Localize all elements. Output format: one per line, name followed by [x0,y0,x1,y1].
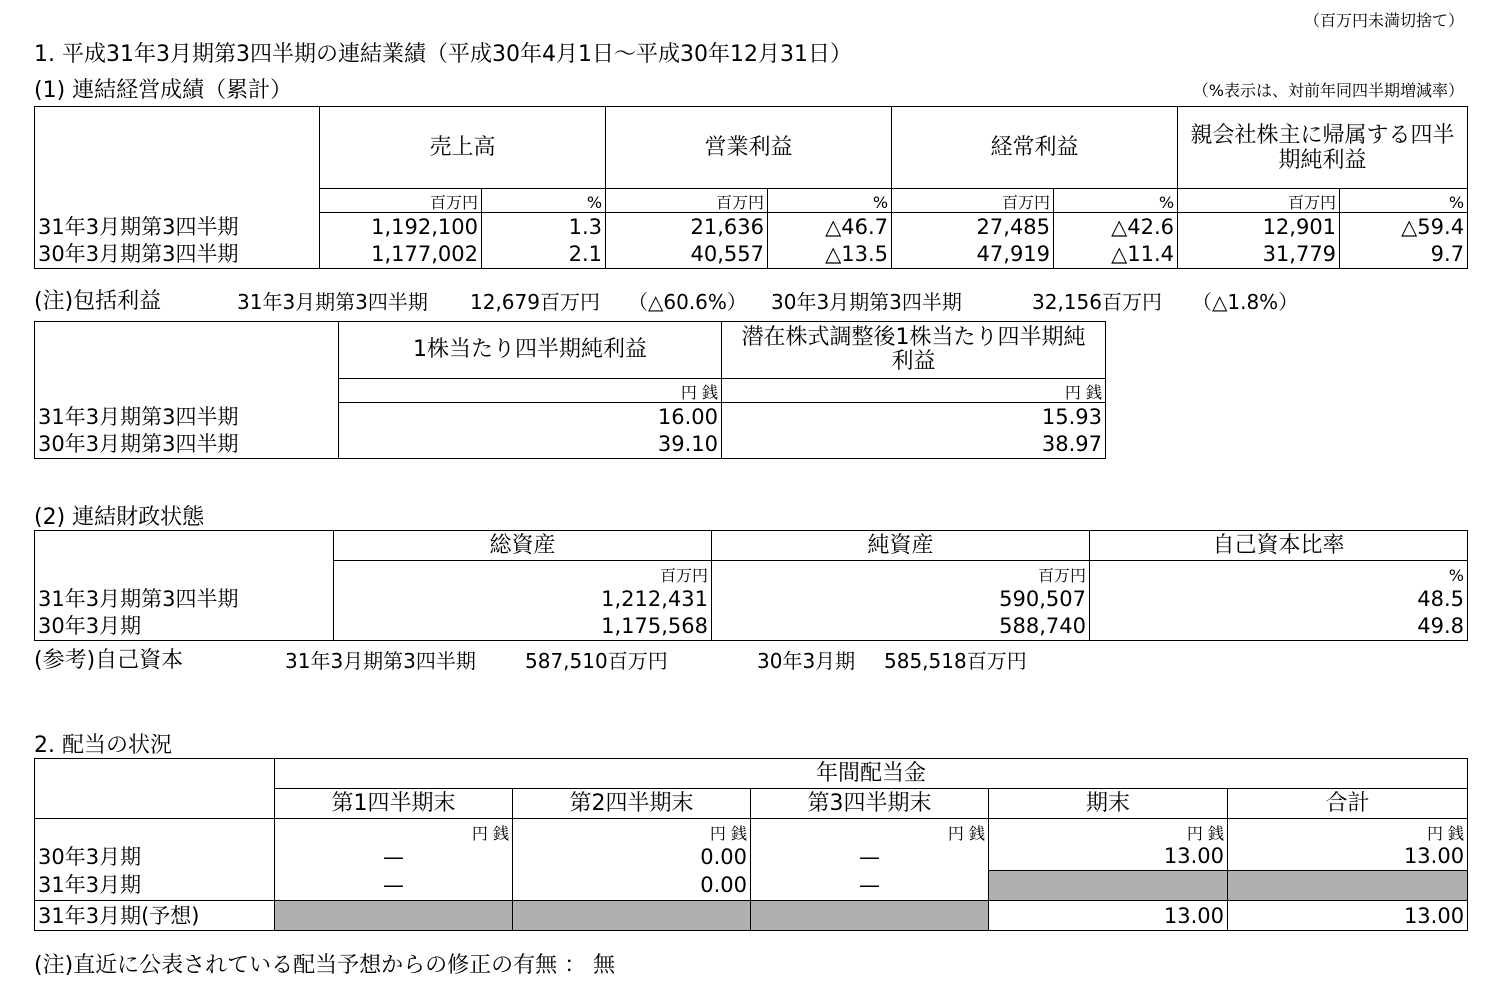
header-eps: 1株当たり四半期純利益 [339,322,722,379]
shaded-cell [513,901,751,931]
header-total: 合計 [1228,789,1468,819]
comprehensive-income-value1: 12,679百万円 [470,290,600,314]
value-cell: △13.5 [768,241,892,269]
header-net-income: 親会社株主に帰属する四半期純利益 [1178,107,1468,189]
unit-blank [35,561,334,585]
header-year-end: 期末 [989,789,1228,819]
value-cell: 39.10 [339,431,722,459]
rounding-note: （百万円未満切捨て） [1303,11,1464,30]
header-ordinary-income: 経常利益 [892,107,1178,189]
table-row [35,241,1468,269]
equity-reference-period1: 31年3月期第3四半期 [285,649,476,673]
percent-note: （%表示は、対前年同四半期増減率） [1192,81,1464,100]
unit-cell: % [1090,561,1468,585]
unit-cell: 円 銭 [751,819,989,843]
value-cell: 13.00 [989,843,1228,871]
comprehensive-income-label: (注)包括利益 [34,289,162,314]
value-cell: 588,740 [712,613,1090,641]
comprehensive-income-rate1: （△60.6%） [628,290,747,314]
equity-reference-value1: 587,510百万円 [525,649,668,673]
unit-cell: 円 銭 [1228,819,1468,843]
value-cell: — [275,871,513,901]
shaded-cell [989,871,1228,901]
header-q3-end: 第3四半期末 [751,789,989,819]
value-cell: 21,636 [606,213,768,241]
row-label: 30年3月期 [35,613,334,641]
row-label: 30年3月期第3四半期 [35,431,339,459]
header-blank [35,759,275,789]
header-operating-income: 営業利益 [606,107,892,189]
table-row [35,901,1468,931]
shaded-cell [751,901,989,931]
value-cell: 13.00 [989,901,1228,931]
value-cell: 27,485 [892,213,1054,241]
value-cell: 16.00 [339,403,722,431]
value-cell: 0.00 [513,843,751,871]
value-cell: 38.97 [722,431,1106,459]
comprehensive-income-value2: 32,156百万円 [1032,290,1162,314]
unit-cell: % [482,189,606,213]
operating-results-table [34,106,1468,269]
value-cell: △42.6 [1054,213,1178,241]
header-q2-end: 第2四半期末 [513,789,751,819]
value-cell: — [751,843,989,871]
equity-reference-label: (参考)自己資本 [34,648,184,673]
value-cell: 40,557 [606,241,768,269]
unit-cell: 百万円 [712,561,1090,585]
value-cell: — [275,843,513,871]
value-cell: 48.5 [1090,585,1468,613]
unit-cell: 円 銭 [722,379,1106,403]
value-cell: 1,192,100 [320,213,482,241]
value-cell: 31,779 [1178,241,1340,269]
section1-title: 1. 平成31年3月期第3四半期の連結業績（平成30年4月1日～平成30年12月31日） [34,42,852,67]
table-row [35,871,1468,901]
row-label: 31年3月期第3四半期 [35,403,339,431]
subsection1-title: (1) 連結経営成績（累計） [34,78,293,103]
unit-cell: % [1054,189,1178,213]
unit-cell: % [768,189,892,213]
table-row [35,403,1106,431]
header-annual-dividend: 年間配当金 [275,759,1468,789]
row-label: 31年3月期(予想) [35,901,275,931]
table-row [35,843,1468,871]
table-row [35,213,1468,241]
header-blank [35,322,339,379]
unit-cell: 円 銭 [989,819,1228,843]
unit-blank [35,819,275,843]
shaded-cell [275,901,513,931]
eps-table [34,321,1106,459]
value-cell: 1,175,568 [334,613,712,641]
header-blank [35,531,334,561]
header-total-assets: 総資産 [334,531,712,561]
value-cell: — [751,871,989,901]
header-blank [35,107,320,189]
unit-blank [35,379,339,403]
value-cell: 47,919 [892,241,1054,269]
value-cell: 1.3 [482,213,606,241]
row-label: 31年3月期 [35,871,275,901]
unit-cell: 円 銭 [275,819,513,843]
unit-cell: 百万円 [334,561,712,585]
comprehensive-income-rate2: （△1.8%） [1192,290,1299,314]
unit-cell: 円 銭 [513,819,751,843]
header-net-assets: 純資産 [712,531,1090,561]
shaded-cell [1228,871,1468,901]
dividend-table [34,758,1468,931]
header-blank [35,789,275,819]
header-q1-end: 第1四半期末 [275,789,513,819]
financial-position-table [34,530,1468,641]
row-label: 31年3月期第3四半期 [35,585,334,613]
table-row [35,431,1106,459]
unit-cell: % [1340,189,1468,213]
row-label: 31年3月期第3四半期 [35,213,320,241]
value-cell: 12,901 [1178,213,1340,241]
equity-reference-value2: 585,518百万円 [884,649,1027,673]
header-equity-ratio: 自己資本比率 [1090,531,1468,561]
value-cell: △11.4 [1054,241,1178,269]
comprehensive-income-period2: 30年3月期第3四半期 [771,290,962,314]
value-cell: △46.7 [768,213,892,241]
header-diluted-eps: 潜在株式調整後1株当たり四半期純利益 [722,322,1106,379]
value-cell: 1,177,002 [320,241,482,269]
unit-cell: 百万円 [892,189,1054,213]
value-cell: 9.7 [1340,241,1468,269]
header-sales: 売上高 [320,107,606,189]
unit-blank [35,189,320,213]
value-cell: 15.93 [722,403,1106,431]
unit-cell: 百万円 [320,189,482,213]
comprehensive-income-period1: 31年3月期第3四半期 [237,290,428,314]
value-cell: 2.1 [482,241,606,269]
value-cell: 0.00 [513,871,751,901]
value-cell: 13.00 [1228,901,1468,931]
row-label: 30年3月期 [35,843,275,871]
value-cell: 13.00 [1228,843,1468,871]
value-cell: 49.8 [1090,613,1468,641]
row-label: 30年3月期第3四半期 [35,241,320,269]
section2-title: 2. 配当の状況 [34,733,172,758]
table-row [35,585,1468,613]
unit-cell: 円 銭 [339,379,722,403]
unit-cell: 百万円 [1178,189,1340,213]
value-cell: 590,507 [712,585,1090,613]
table-row [35,613,1468,641]
subsection2-title: (2) 連結財政状態 [34,505,205,530]
value-cell: 1,212,431 [334,585,712,613]
dividend-revision-note: (注)直近に公表されている配当予想からの修正の有無 ： 無 [34,953,616,978]
equity-reference-period2: 30年3月期 [757,649,856,673]
value-cell: △59.4 [1340,213,1468,241]
unit-cell: 百万円 [606,189,768,213]
